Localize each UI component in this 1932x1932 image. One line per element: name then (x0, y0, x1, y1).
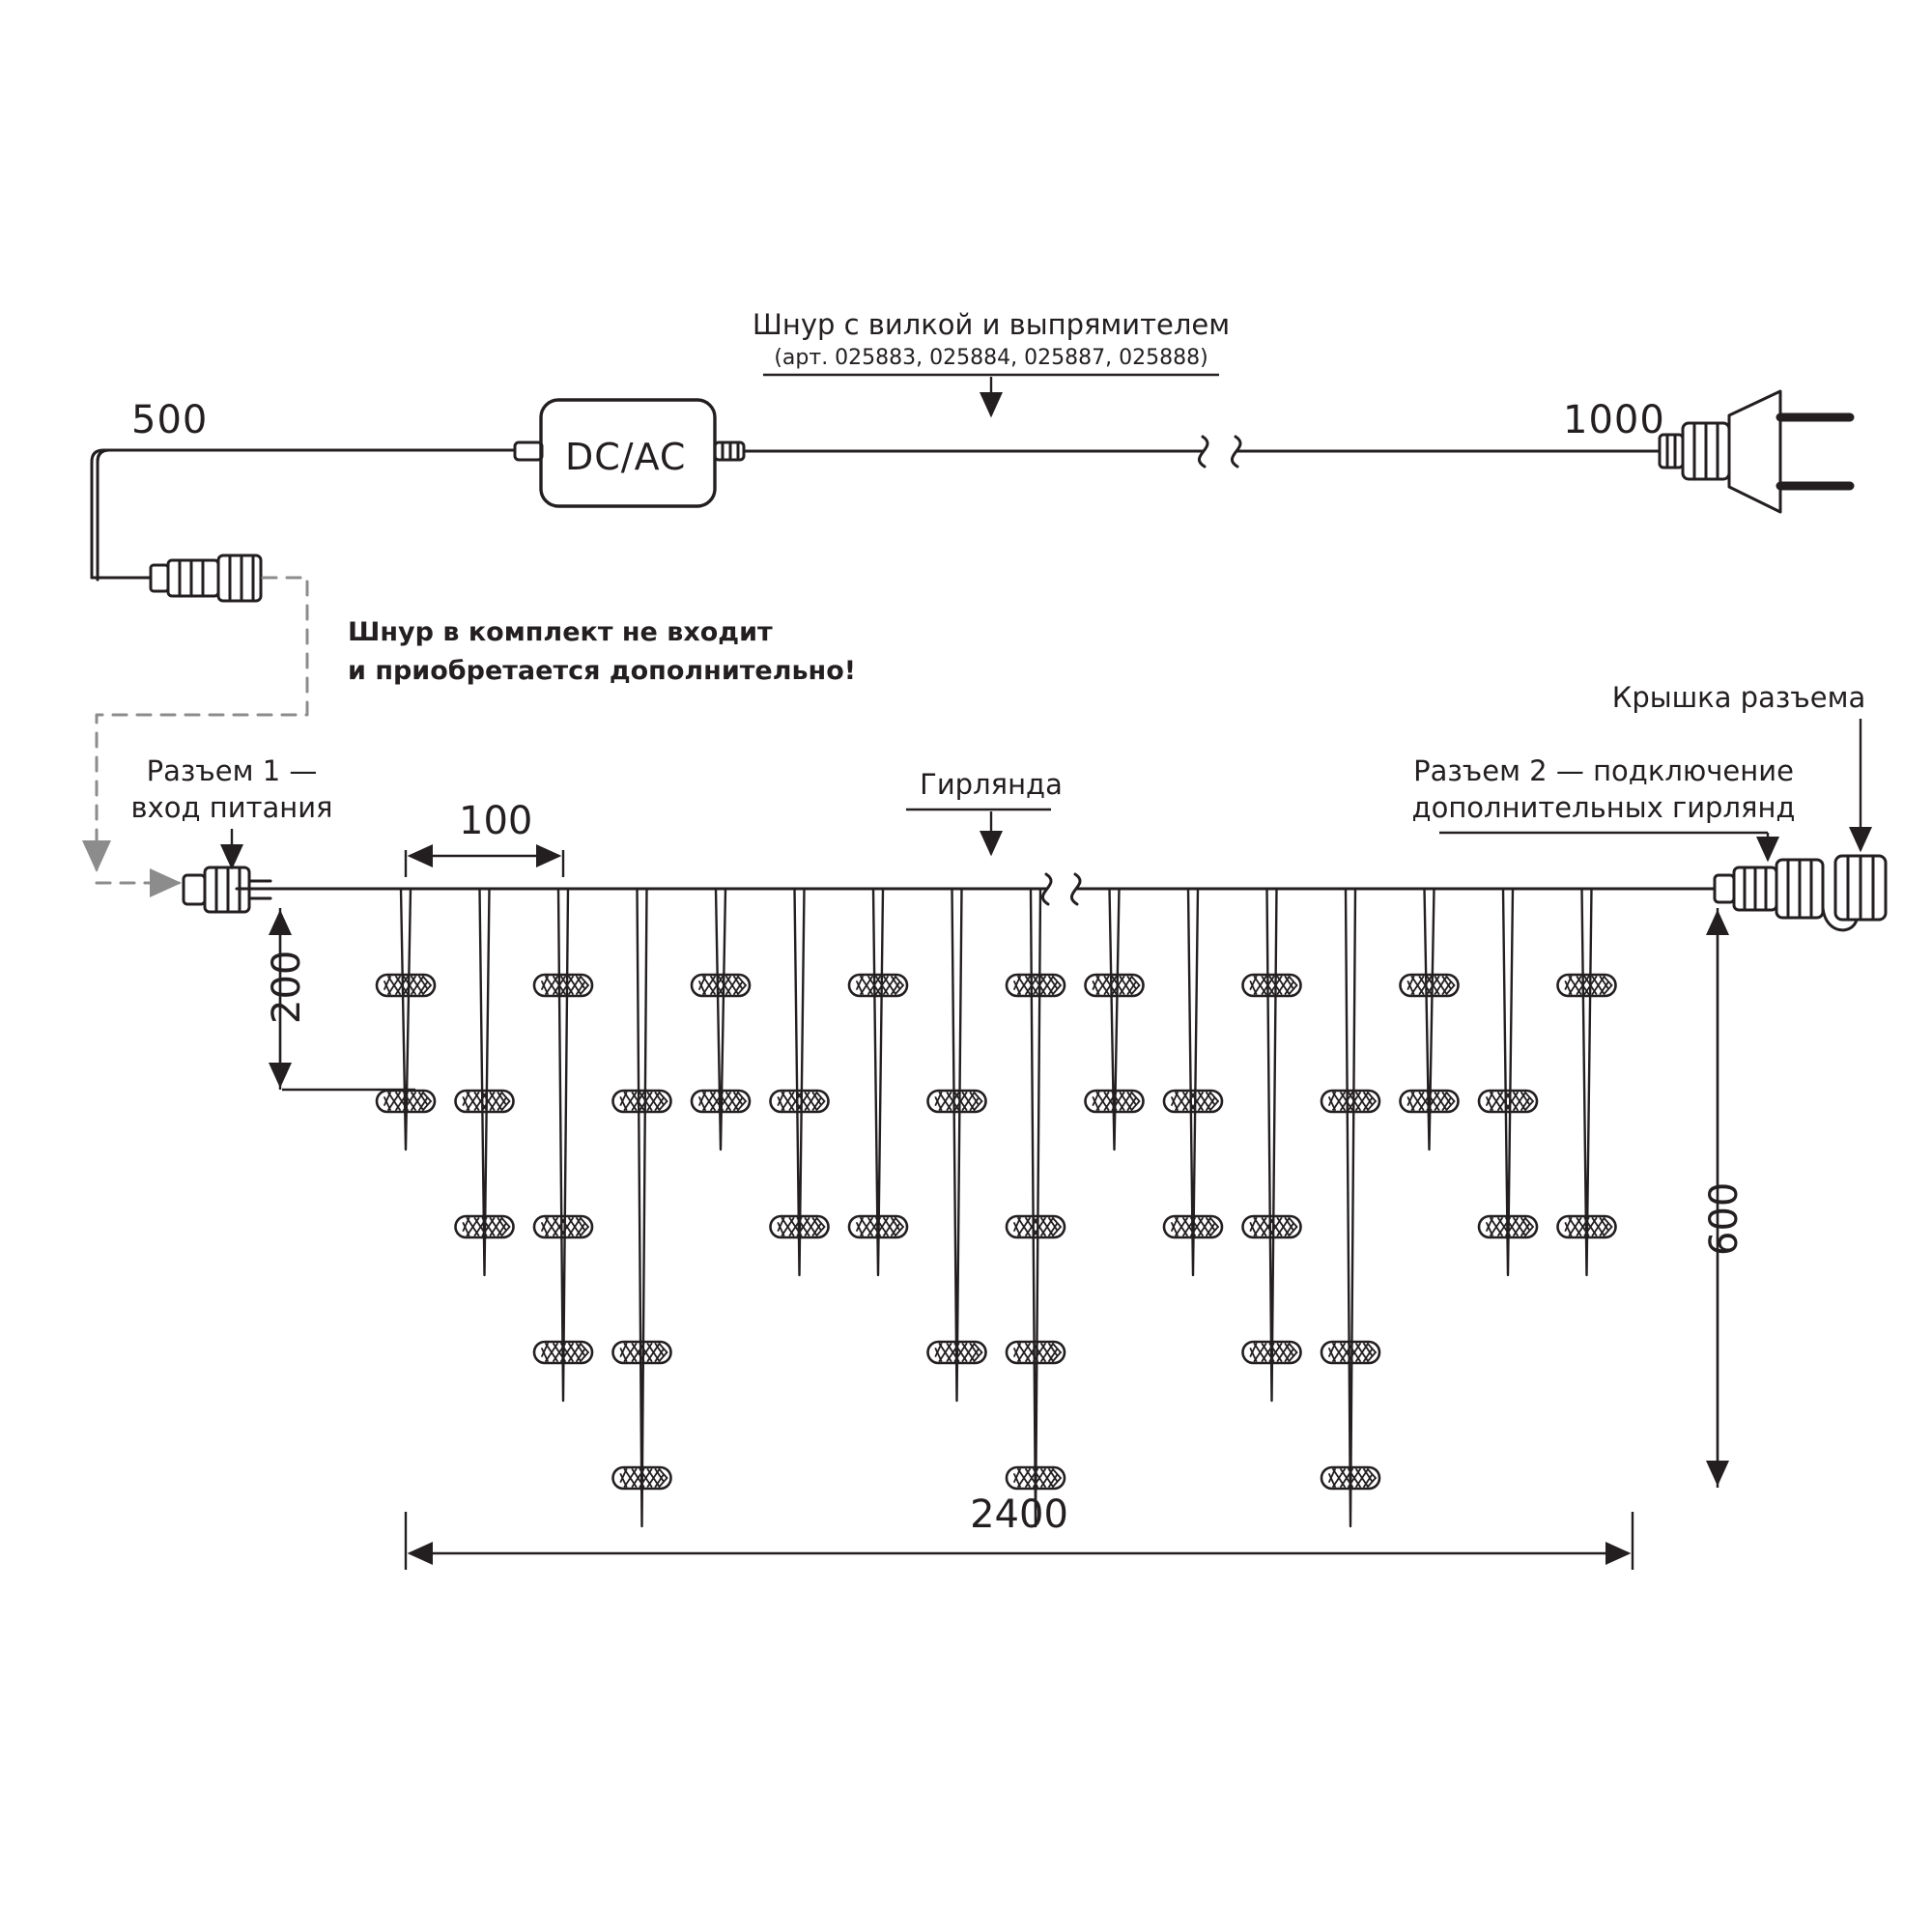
label-connector1-line1: Разъем 1 — (146, 754, 318, 787)
dimension-drop-short: 200 (265, 950, 309, 1024)
label-transformer: DC/AC (565, 436, 687, 478)
dimension-cord-right: 1000 (1563, 398, 1665, 442)
label-connector2-line2: дополнительных гирлянд (1411, 791, 1796, 824)
label-connector2-line1: Разъем 2 — подключение (1413, 754, 1794, 787)
dimension-total-length: 2400 (970, 1492, 1068, 1537)
label-cord-subtitle: (арт. 025883, 025884, 025887, 025888) (774, 346, 1208, 370)
label-not-included-line1: Шнур в комплект не входит (348, 617, 773, 647)
label-connector1-line2: вход питания (130, 791, 333, 824)
label-not-included-line2: и приобретается дополнительно! (348, 656, 857, 686)
dimension-drop-long: 600 (1702, 1181, 1747, 1256)
dimension-cord-left: 500 (131, 398, 209, 442)
label-cord-title: Шнур с вилкой и выпрямителем (752, 308, 1231, 341)
label-garland: Гирлянда (920, 768, 1063, 801)
dimension-spacing: 100 (459, 799, 533, 843)
label-connector-cap: Крышка разъема (1611, 681, 1866, 714)
